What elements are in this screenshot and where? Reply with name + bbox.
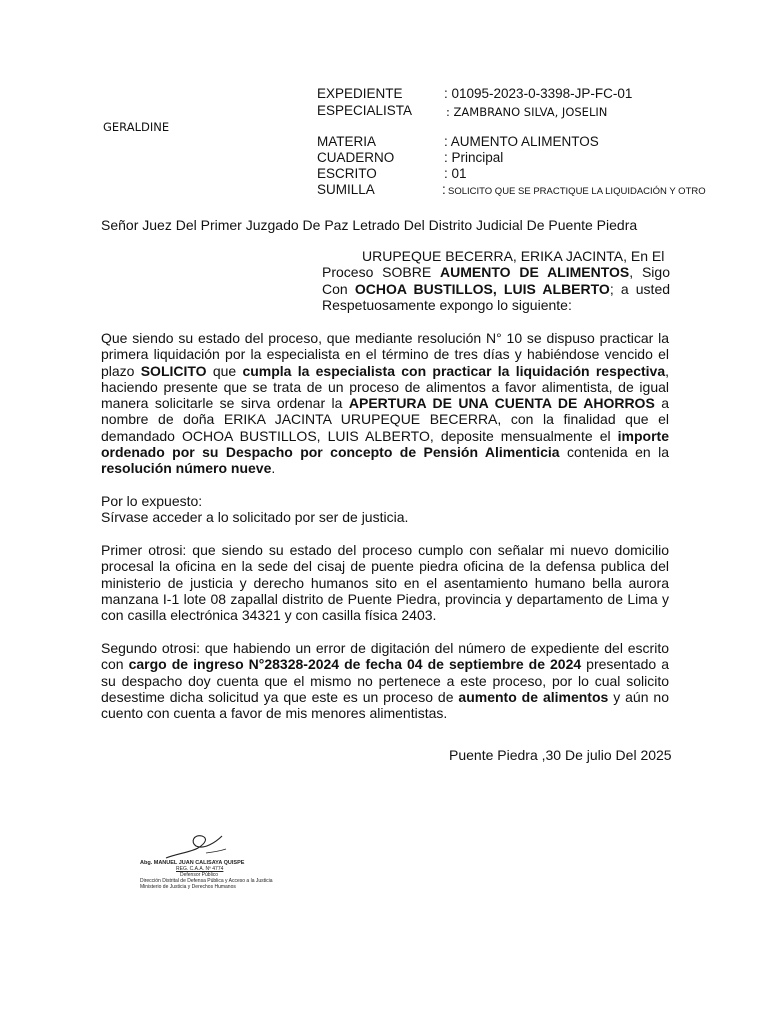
- expediente-value: : 01095-2023-0-3398-JP-FC-01: [444, 86, 633, 101]
- materia-value: : AUMENTO ALIMENTOS: [444, 134, 599, 149]
- signature-stamp: [136, 828, 276, 898]
- stamp-reg: REG. C.A.A. Nº 4774: [176, 866, 224, 872]
- intro-line-1: URUPEQUE BECERRA, ERIKA JACINTA, En El: [362, 248, 665, 264]
- stamp-text: [140, 860, 273, 890]
- signature-scribble: [136, 828, 276, 862]
- paragraph-solicito: Que siendo su estado del proceso, que mediante resolución N° 10 se dispuso practicar la primera liquidación por la especialista en el término de tres días y habiéndose vencido el plazo SOLICITO que cumpla la especialista con practicar la liquidación respectiva, haciendo presente que se trata de un proceso de alimentos a favor alimentista, de igual manera solicitarle se sirva ordenar la APERTURA DE UNA CUENTA DE AHORROS a nombre de doña ERIKA JACINTA URUPEQUE BECERRA, con la finalidad que el demandado OCHOA BUSTILLOS, LUIS ALBERTO, deposite mensualmente el importe ordenado por su Despacho por concepto de Pensión Alimenticia contenida en la resolución número nueve.: [101, 330, 670, 477]
- especialista-continuation: GERALDINE: [103, 120, 170, 134]
- paragraph-por-lo-expuesto: [101, 493, 669, 526]
- sumilla-value: SOLICITO QUE SE PRACTIQUE LA LIQUIDACIÓN Y OTRO: [448, 186, 706, 197]
- cuaderno-value: : Principal: [444, 150, 504, 165]
- especialista-label: ESPECIALISTA: [317, 103, 413, 118]
- stamp-org-2: Ministerio de Justicia y Derechos Humanos: [140, 884, 236, 890]
- sumilla-colon: :: [442, 182, 446, 197]
- paragraph-primer-otrosi: Primer otrosi: que siendo su estado del proceso cumplo con señalar mi nuevo domicilio procesal la oficina en la sede del cisaj de puente piedra oficina de la defensa publica del ministerio de justicia y derecho humanos sito en el asentamiento humano bella aurora manzana I-1 lote 08 zapallal distrito de Puente Piedra, provincia y departamento de Lima y con casilla electrónica 34321 y con casilla física 2403.: [101, 542, 669, 624]
- intro-block: [322, 248, 670, 313]
- stamp-title: Defensor Público: [180, 872, 219, 878]
- date-line: Puente Piedra ,30 De julio Del 2025: [449, 747, 672, 763]
- intro-line-4: Respetuosamente expongo lo siguiente:: [322, 296, 572, 313]
- escrito-label: ESCRITO: [317, 166, 377, 181]
- escrito-value: : 01: [444, 166, 467, 181]
- addressee: Señor Juez Del Primer Juzgado De Paz Letrado Del Distrito Judicial De Puente Piedra: [101, 217, 638, 233]
- intro-line-2: Proceso SOBRE AUMENTO DE ALIMENTOS, Sigo: [322, 264, 670, 281]
- stamp-org-1: Dirección Distrital de Defensa Pública y Acceso a la Justicia: [140, 878, 273, 884]
- sumilla-label: SUMILLA: [317, 182, 375, 197]
- cuaderno-label: CUADERNO: [317, 150, 395, 165]
- materia-label: MATERIA: [317, 134, 377, 149]
- sirvase-acceder: Sírvase acceder a lo solicitado por ser de justicia.: [101, 509, 409, 526]
- por-lo-expuesto: Por lo expuesto:: [101, 493, 203, 509]
- expediente-label: EXPEDIENTE: [317, 86, 403, 101]
- especialista-value: : ZAMBRANO SILVA, JOSELIN: [446, 105, 608, 119]
- intro-line-3: Con OCHOA BUSTILLOS, LUIS ALBERTO; a usted: [322, 280, 671, 297]
- stamp-name: Abg. MANUEL JUAN CALISAYA QUISPE: [140, 860, 245, 866]
- paragraph-segundo-otrosi: Segundo otrosi: que habiendo un error de digitación del número de expediente del escrito con cargo de ingreso N°28328-2024 de fecha 04 de septiembre de 2024 presentado a su despacho doy cuenta que el mismo no pertenece a este proceso, por lo cual solicito desestime dicha solicitud ya que este es un proceso de aumento de alimentos y aún no cuento con cuenta a favor de mis menores alimentistas.: [101, 640, 670, 722]
